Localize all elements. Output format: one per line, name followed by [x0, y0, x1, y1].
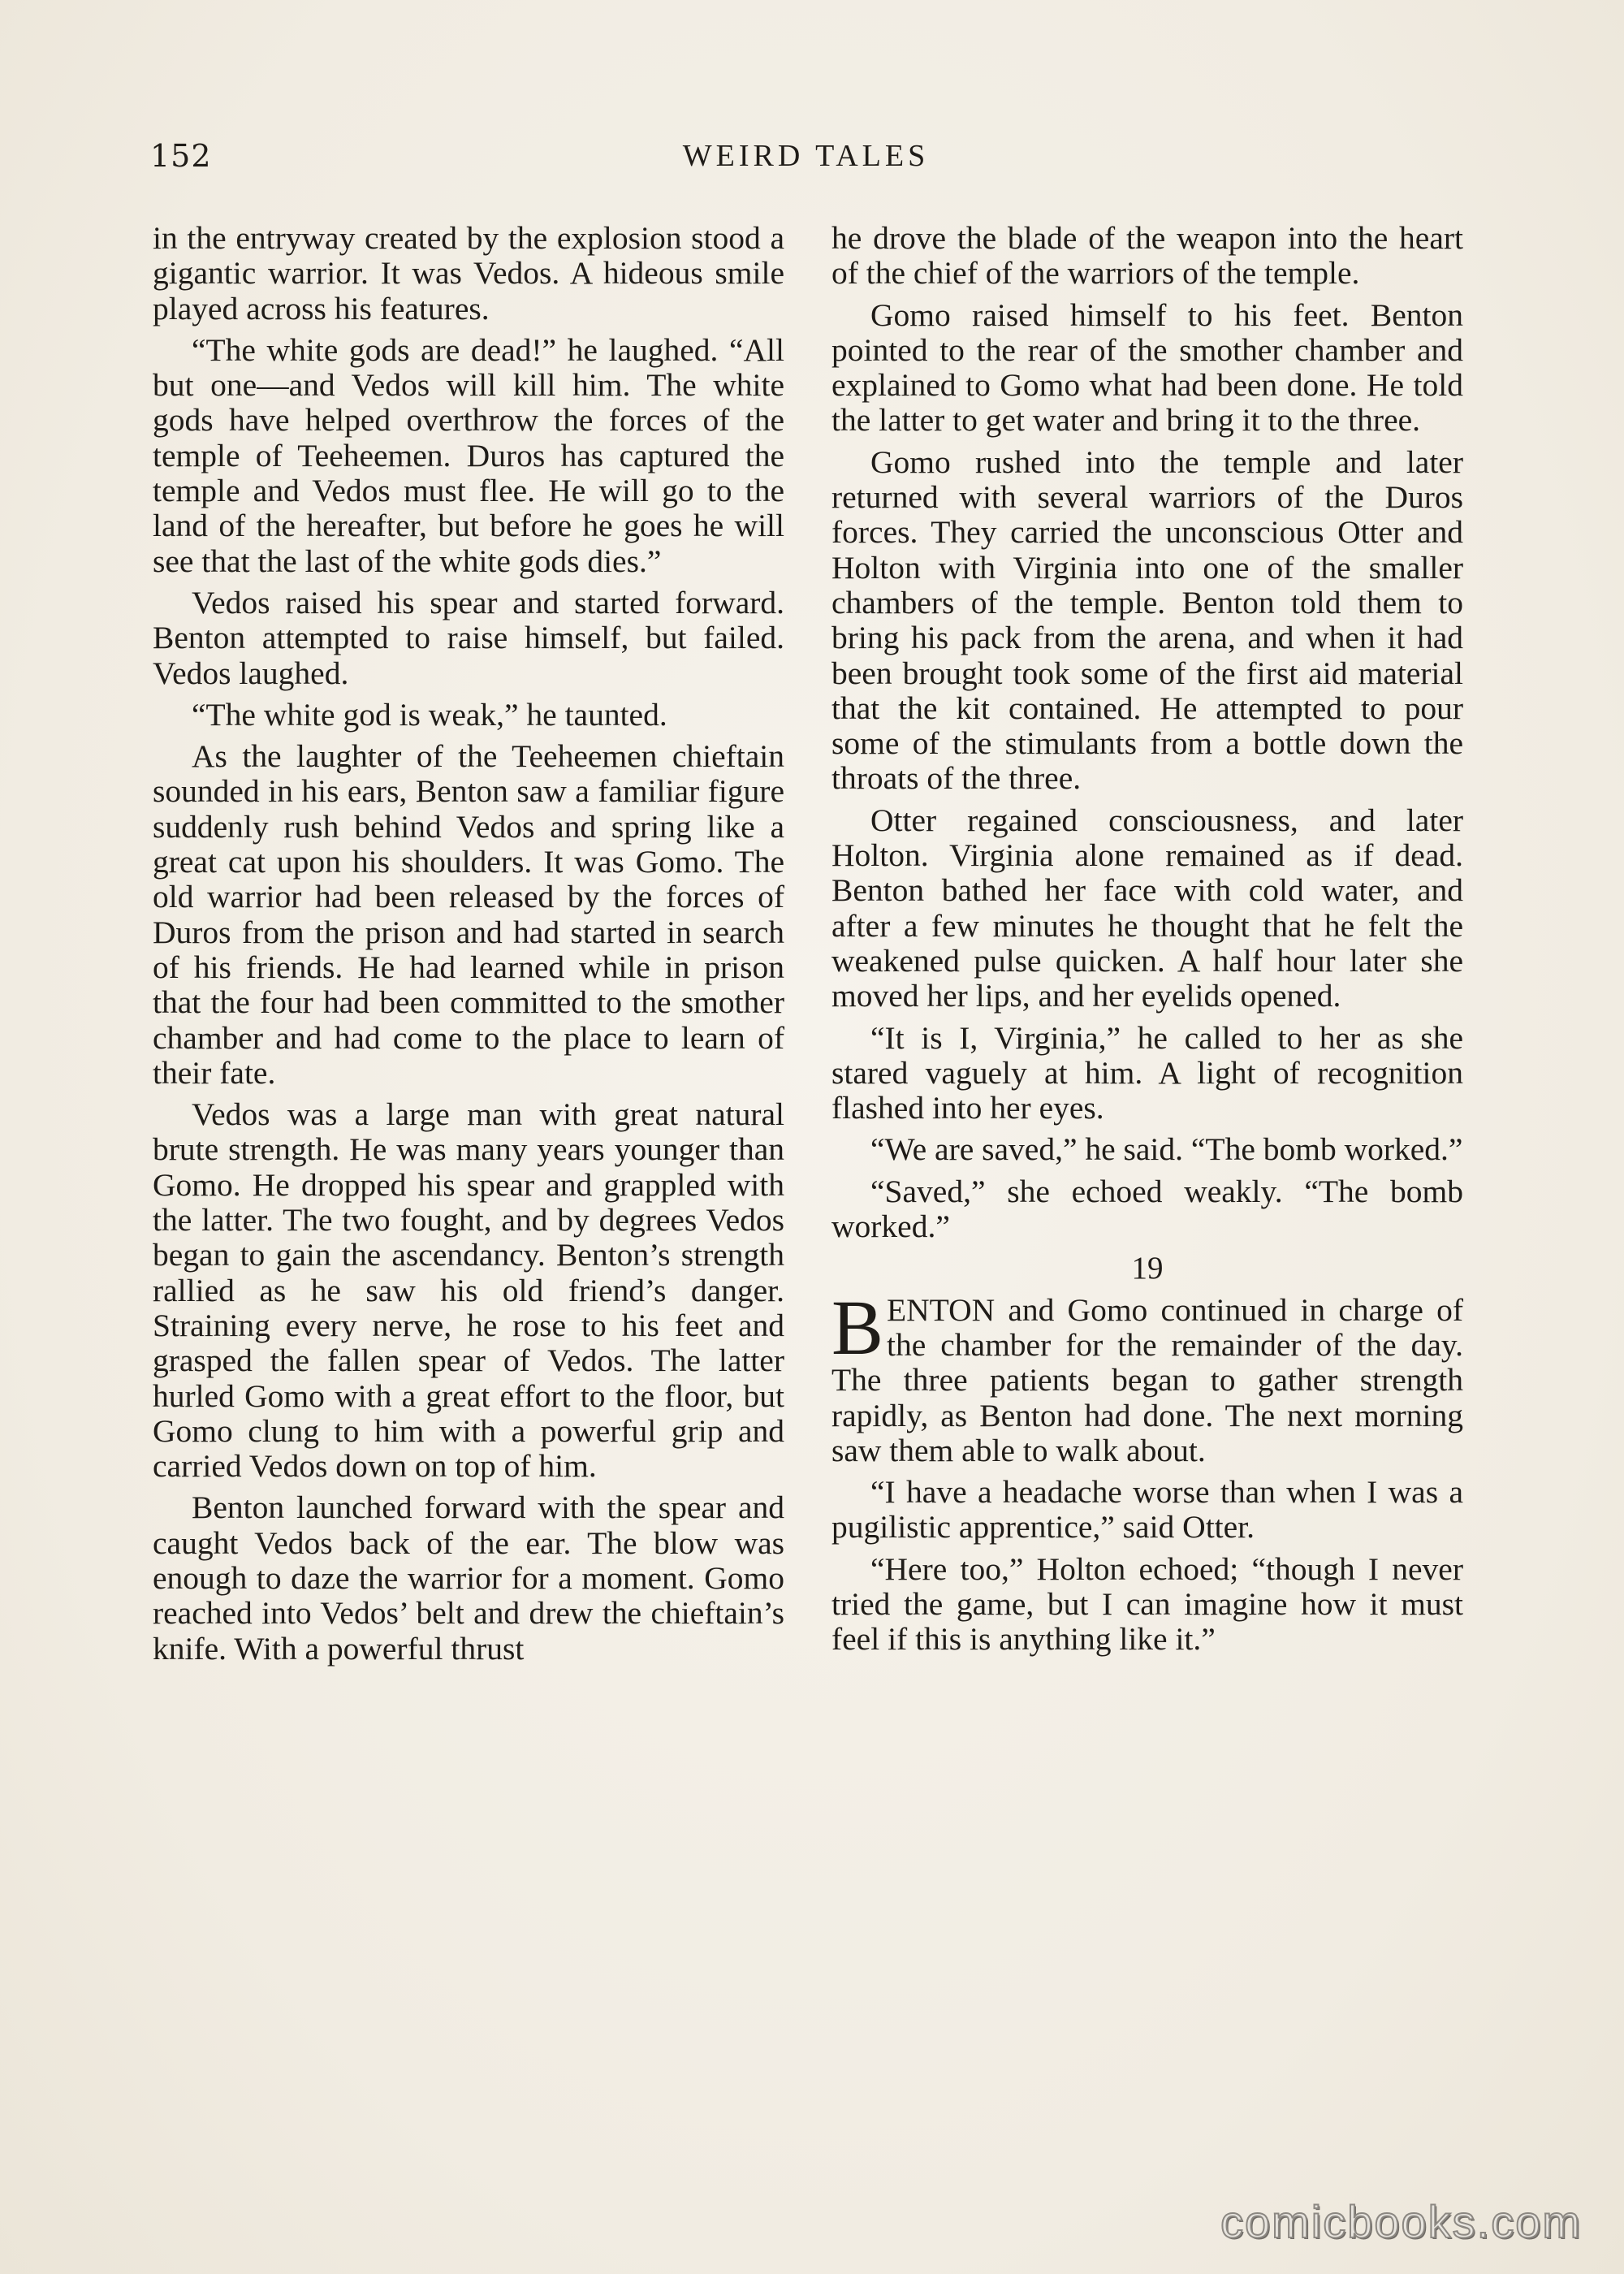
paragraph: Benton launched forward with the spear and caught Vedos back of the ear. The blow was enough to daze the warrior for a moment. Gomo reached into Vedos’ belt and drew the chieftain’s knife. With a powerful thrust — [153, 1489, 784, 1667]
paragraph: “Saved,” she echoed weakly. “The bomb worked.” — [831, 1173, 1463, 1245]
paragraph: “Here too,” Holton echoed; “though I never tried the game, but I can imagine how it must feel if this is anything like it.” — [831, 1550, 1463, 1658]
chapter-number: 19 — [1131, 1251, 1164, 1286]
paragraph: “I have a headache worse than when I was a pugilistic apprentice,” said Otter. — [831, 1474, 1463, 1546]
chapter-opening-text: ENTON and Gomo continued in charge of the chamber for the remainder of the day. The three patients began to gather strength rapidly, as Benton had done. The next morning saw them able to walk about. — [831, 1291, 1463, 1468]
paragraph: Vedos was a large man with great natural brute strength. He was many years younger than Gomo. He dropped his spear and grappled with the latter. The two fought, and by degrees Vedos began to gain the ascendancy. Benton’s strength rallied as he saw his old friend’s danger. Straining every nerve, he rose to his feet and grasped the fallen spear of Vedos. The latter hurled Gomo with a great effort to the floor, but Gomo clung to him with a powerful grip and carried Vedos down on top of him. — [153, 1096, 784, 1485]
drop-cap: B — [831, 1283, 884, 1371]
paragraph: “The white god is weak,” he taunted. — [192, 696, 667, 733]
running-head: WEIRD TALES — [682, 139, 930, 173]
paragraph: “It is I, Virginia,” he called to her as she stared vaguely at him. A light of recognition flashed into her eyes. — [831, 1019, 1463, 1126]
paragraph: Gomo rushed into the temple and later returned with several warriors of the Duros forces. They carried the unconscious Otter and Holton with Virginia into one of the smaller chambers of the temple. Benton told them to bring his pack from the arena, and when it had been brought took some of the first aid material that the kit contained. He attempted to pour some of the stimulants from a bottle down the throats of the three. — [831, 443, 1463, 797]
paragraph: Otter regained consciousness, and later Holton. Virginia alone remained as if dead. Benton bathed her face with cold water, and after a few minutes he thought that he felt the weakened pulse quicken. A half hour later she moved her lips, and her eyelids opened. — [831, 802, 1463, 1014]
page-header — [150, 138, 1462, 179]
paragraph: he drove the blade of the weapon into the heart of the chief of the warriors of the temple. — [831, 220, 1463, 292]
paragraph: “The white gods are dead!” he laughed. “All but one—and Vedos will kill him. The white gods have helped overthrow the forces of the temple of Teeheemen. Duros has captured the temple and Vedos must flee. He will go to the land of the hereafter, but before he goes he will see that the last of the white gods dies.” — [153, 331, 784, 579]
paragraph: Vedos raised his spear and started forward. Benton attempted to raise himself, but failed. Vedos laughed. — [153, 584, 784, 691]
left-column — [153, 221, 784, 1667]
page-number: 152 — [150, 138, 212, 174]
paragraph: in the entryway created by the explosion stood a gigantic warrior. It was Vedos. A hideous smile played across his features. — [153, 220, 784, 326]
paragraph: “We are saved,” he said. “The bomb worked.” — [870, 1131, 1463, 1168]
site-watermark: comicbooks.com — [1220, 2196, 1582, 2247]
paragraph: As the laughter of the Teeheemen chieftain sounded in his ears, Benton saw a familiar figure suddenly rush behind Vedos and spring like a great cat upon his shoulders. It was Gomo. The old warrior had been released by the forces of Duros from the prison and had started in search of his friends. He had learned while in prison that the four had been committed to the smother chamber and had come to the place to learn of their fate. — [153, 738, 784, 1091]
chapter-opening-paragraph — [831, 1283, 1463, 1468]
paragraph: Gomo raised himself to his feet. Benton pointed to the rear of the smother chamber and explained to Gomo what had been done. He told the latter to get water and bring it to the three. — [831, 296, 1463, 439]
right-column — [831, 221, 1463, 1658]
